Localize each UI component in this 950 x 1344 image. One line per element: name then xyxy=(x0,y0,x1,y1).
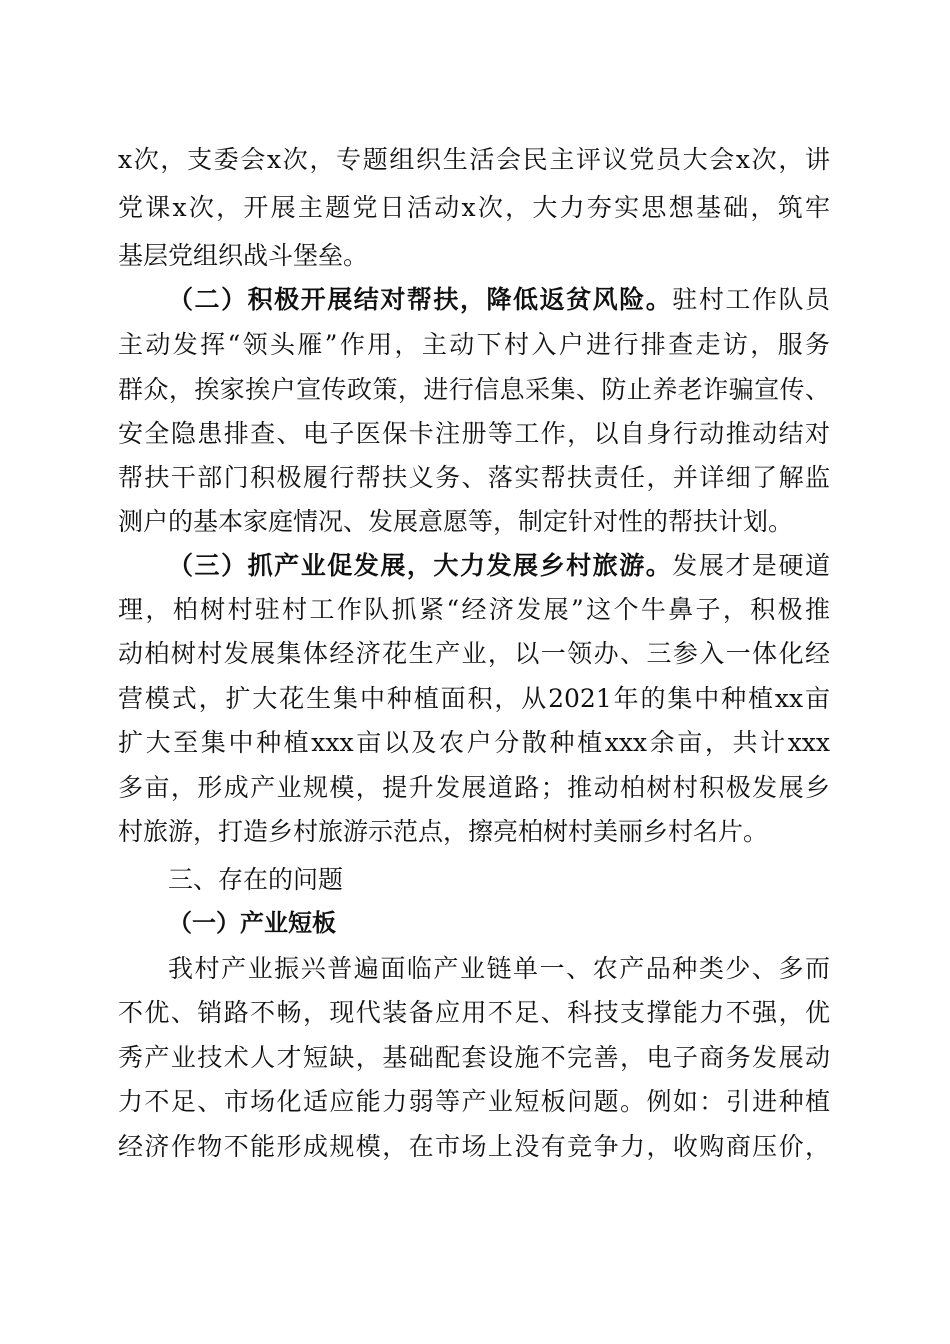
body-text-line: 主动发挥“领头雁”作用，主动下村入户进行排查走访，服务 xyxy=(118,330,830,359)
body-text-line: 扩大至集中种植xxx亩以及农户分散种植xxx余亩，共计xxx xyxy=(118,728,830,757)
body-text-line: 群众，挨家挨户宣传政策，进行信息采集、防止养老诈骗宣传、 xyxy=(118,375,830,404)
body-text-line: 营模式，扩大花生集中种植面积，从2021年的集中种植xx亩 xyxy=(118,684,830,713)
body-text-line: 理，柏树村驻村工作队抓紧“经济发展”这个牛鼻子，积极推 xyxy=(118,595,830,624)
body-text-line: 党课x次，开展主题党日活动x次，大力夯实思想基础，筑牢 xyxy=(118,193,830,222)
body-text-line: 基层党组织战斗堡垒。 xyxy=(118,241,369,270)
body-text-line: 力不足、市场化适应能力弱等产业短板问题。例如：引进种植 xyxy=(118,1087,830,1116)
subsection-heading: （一）产业短板 xyxy=(168,908,336,937)
body-text-line: 村旅游，打造乡村旅游示范点，擦亮柏树村美丽乡村名片。 xyxy=(118,817,769,846)
body-text-line: 经济作物不能形成规模，在市场上没有竞争力，收购商压价， xyxy=(118,1132,830,1161)
paragraph-lead-line xyxy=(168,283,830,317)
body-text-line: 测户的基本家庭情况、发展意愿等，制定针对性的帮扶计划。 xyxy=(118,507,794,536)
body-text-line: 多亩，形成产业规模，提升发展道路；推动柏树村积极发展乡 xyxy=(118,773,830,802)
paragraph-lead-text: 驻村工作队员 xyxy=(672,285,830,314)
paragraph-lead-line xyxy=(168,549,830,583)
body-text-line: 秀产业技术人才短缺，基础配套设施不完善，电子商务发展动 xyxy=(118,1043,830,1072)
paragraph-first-line: 我村产业振兴普遍面临产业链单一、农产品种类少、多而 xyxy=(168,954,830,983)
body-text-line: 不优、销路不畅，现代装备应用不足、科技支撑能力不强，优 xyxy=(118,998,830,1027)
body-text-line: 安全隐患排查、电子医保卡注册等工作，以自身行动推动结对 xyxy=(118,419,830,448)
paragraph-lead-text: 发展才是硬道 xyxy=(672,551,830,580)
section-heading: 三、存在的问题 xyxy=(168,865,344,894)
paragraph-lead-title: （二）积极开展结对帮扶，降低返贫风险。 xyxy=(168,285,673,314)
body-text-line: x次，支委会x次，专题组织生活会民主评议党员大会x次，讲 xyxy=(118,145,830,174)
paragraph-lead-title: （三）抓产业促发展，大力发展乡村旅游。 xyxy=(168,551,673,580)
body-text-line: 动柏树村发展集体经济花生产业，以一领办、三参入一体化经 xyxy=(118,639,830,668)
body-text-line: 帮扶干部门积极履行帮扶义务、落实帮扶责任，并详细了解监 xyxy=(118,463,830,492)
